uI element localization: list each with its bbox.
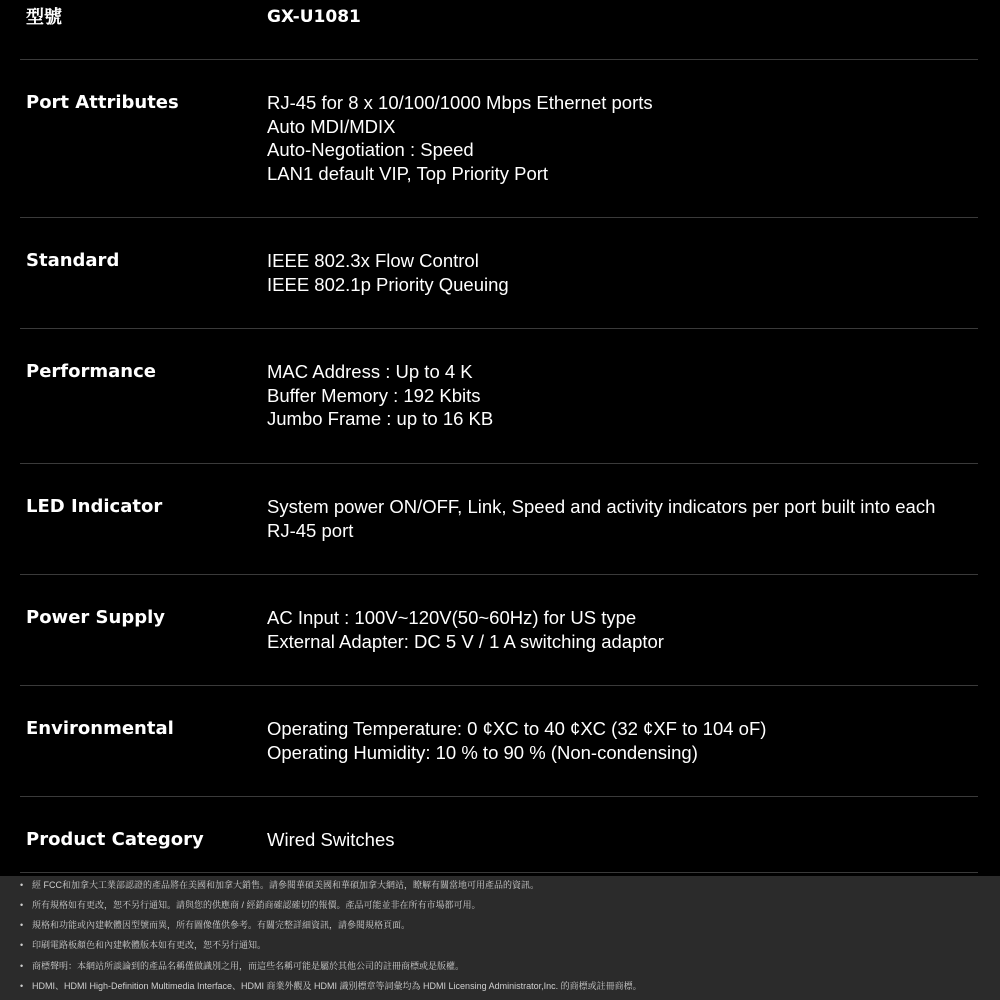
spec-row-product-category bbox=[20, 828, 978, 873]
spec-value-line: Wired Switches bbox=[267, 829, 395, 850]
spec-row-environmental bbox=[20, 717, 978, 797]
spec-value-line: External Adapter: DC 5 V / 1 A switching adaptor bbox=[267, 630, 664, 652]
spec-row-power-supply bbox=[20, 606, 978, 686]
spec-value-line: Operating Temperature: 0 ¢XC to 40 ¢XC (32 ¢XF to 104 oF) bbox=[267, 718, 767, 739]
spec-value-line: Auto MDI/MDIX bbox=[267, 115, 396, 137]
spec-row-performance bbox=[20, 360, 978, 464]
spec-row-model bbox=[20, 6, 978, 60]
disclaimer-item bbox=[20, 980, 642, 992]
disclaimer-item bbox=[20, 939, 266, 951]
spec-value bbox=[267, 606, 967, 653]
spec-value-line: RJ-45 for 8 x 10/100/1000 Mbps Ethernet ports bbox=[267, 92, 653, 113]
disclaimer-notes bbox=[0, 876, 1000, 1000]
disclaimer-text: 商標聲明：本網站所談論到的產品名稱僅做識別之用，而這些名稱可能是屬於其他公司的註冊商標或是版權。 bbox=[32, 961, 465, 971]
disclaimer-text: 所有規格如有更改，恕不另行通知。請與您的供應商 / 經銷商確認確切的報價。產品可能並非在所有市場都可用。 bbox=[32, 900, 481, 910]
bullet-icon: • bbox=[20, 940, 24, 950]
spec-value-line: System power ON/OFF, Link, Speed and activity indicators per port built into each bbox=[267, 496, 936, 517]
spec-value bbox=[267, 495, 967, 542]
disclaimer-text: 規格和功能或內建軟體因型號而異，所有圖像僅供參考。有關完整詳細資訊，請參閱規格頁面。 bbox=[32, 920, 411, 930]
bullet-icon: • bbox=[20, 961, 24, 971]
spec-value-line: Buffer Memory : 192 Kbits bbox=[267, 384, 481, 406]
spec-value-line: RJ-45 port bbox=[267, 519, 354, 541]
bullet-icon: • bbox=[20, 880, 24, 890]
spec-row-led-indicator bbox=[20, 495, 978, 575]
spec-value bbox=[267, 360, 967, 431]
disclaimer-text: 印刷電路板顏色和內建軟體版本如有更改，恕不另行通知。 bbox=[32, 940, 267, 950]
disclaimer-item bbox=[20, 919, 410, 931]
spec-value bbox=[267, 717, 967, 764]
spec-label: Power Supply bbox=[26, 607, 165, 628]
spec-value-line: IEEE 802.3x Flow Control bbox=[267, 250, 479, 271]
spec-value bbox=[267, 91, 967, 185]
spec-value-line: GX-U1081 bbox=[267, 7, 361, 27]
disclaimer-item bbox=[20, 899, 481, 911]
spec-value-line: Operating Humidity: 10 % to 90 % (Non-condensing) bbox=[267, 741, 698, 763]
spec-row-standard bbox=[20, 249, 978, 329]
spec-value bbox=[267, 6, 967, 30]
spec-label: 型號 bbox=[26, 7, 62, 28]
spec-label: LED Indicator bbox=[26, 496, 163, 517]
spec-label: Port Attributes bbox=[26, 92, 179, 113]
bullet-icon: • bbox=[20, 920, 24, 930]
spec-row-port-attributes bbox=[20, 91, 978, 218]
spec-value-line: IEEE 802.1p Priority Queuing bbox=[267, 273, 509, 295]
spec-label: Environmental bbox=[26, 718, 174, 739]
spec-value-line: MAC Address : Up to 4 K bbox=[267, 361, 473, 382]
bullet-icon: • bbox=[20, 981, 24, 991]
spec-label: Performance bbox=[26, 361, 156, 382]
spec-value-line: AC Input : 100V~120V(50~60Hz) for US type bbox=[267, 607, 637, 628]
spec-value bbox=[267, 828, 967, 852]
disclaimer-text: 經 FCC和加拿大工業部認證的產品將在美國和加拿大銷售。請參閱華碩美國和華碩加拿大網站，瞭解有關當地可用產品的資訊。 bbox=[32, 880, 540, 890]
spec-value bbox=[267, 249, 967, 296]
spec-label: Standard bbox=[26, 250, 120, 271]
bullet-icon: • bbox=[20, 900, 24, 910]
disclaimer-item bbox=[20, 879, 539, 891]
spec-value-line: Auto-Negotiation : Speed bbox=[267, 139, 474, 160]
spec-value-line: LAN1 default VIP, Top Priority Port bbox=[267, 162, 549, 184]
disclaimer-item bbox=[20, 960, 464, 972]
spec-value-line: Jumbo Frame : up to 16 KB bbox=[267, 408, 494, 429]
disclaimer-text: HDMI、HDMI High-Definition Multimedia Interface、HDMI 商業外觀及 HDMI 識別標章等詞彙均為 HDMI Licensing Administrator,Inc. 的商標或註冊商標。 bbox=[32, 981, 642, 991]
spec-label: Product Category bbox=[26, 829, 204, 850]
